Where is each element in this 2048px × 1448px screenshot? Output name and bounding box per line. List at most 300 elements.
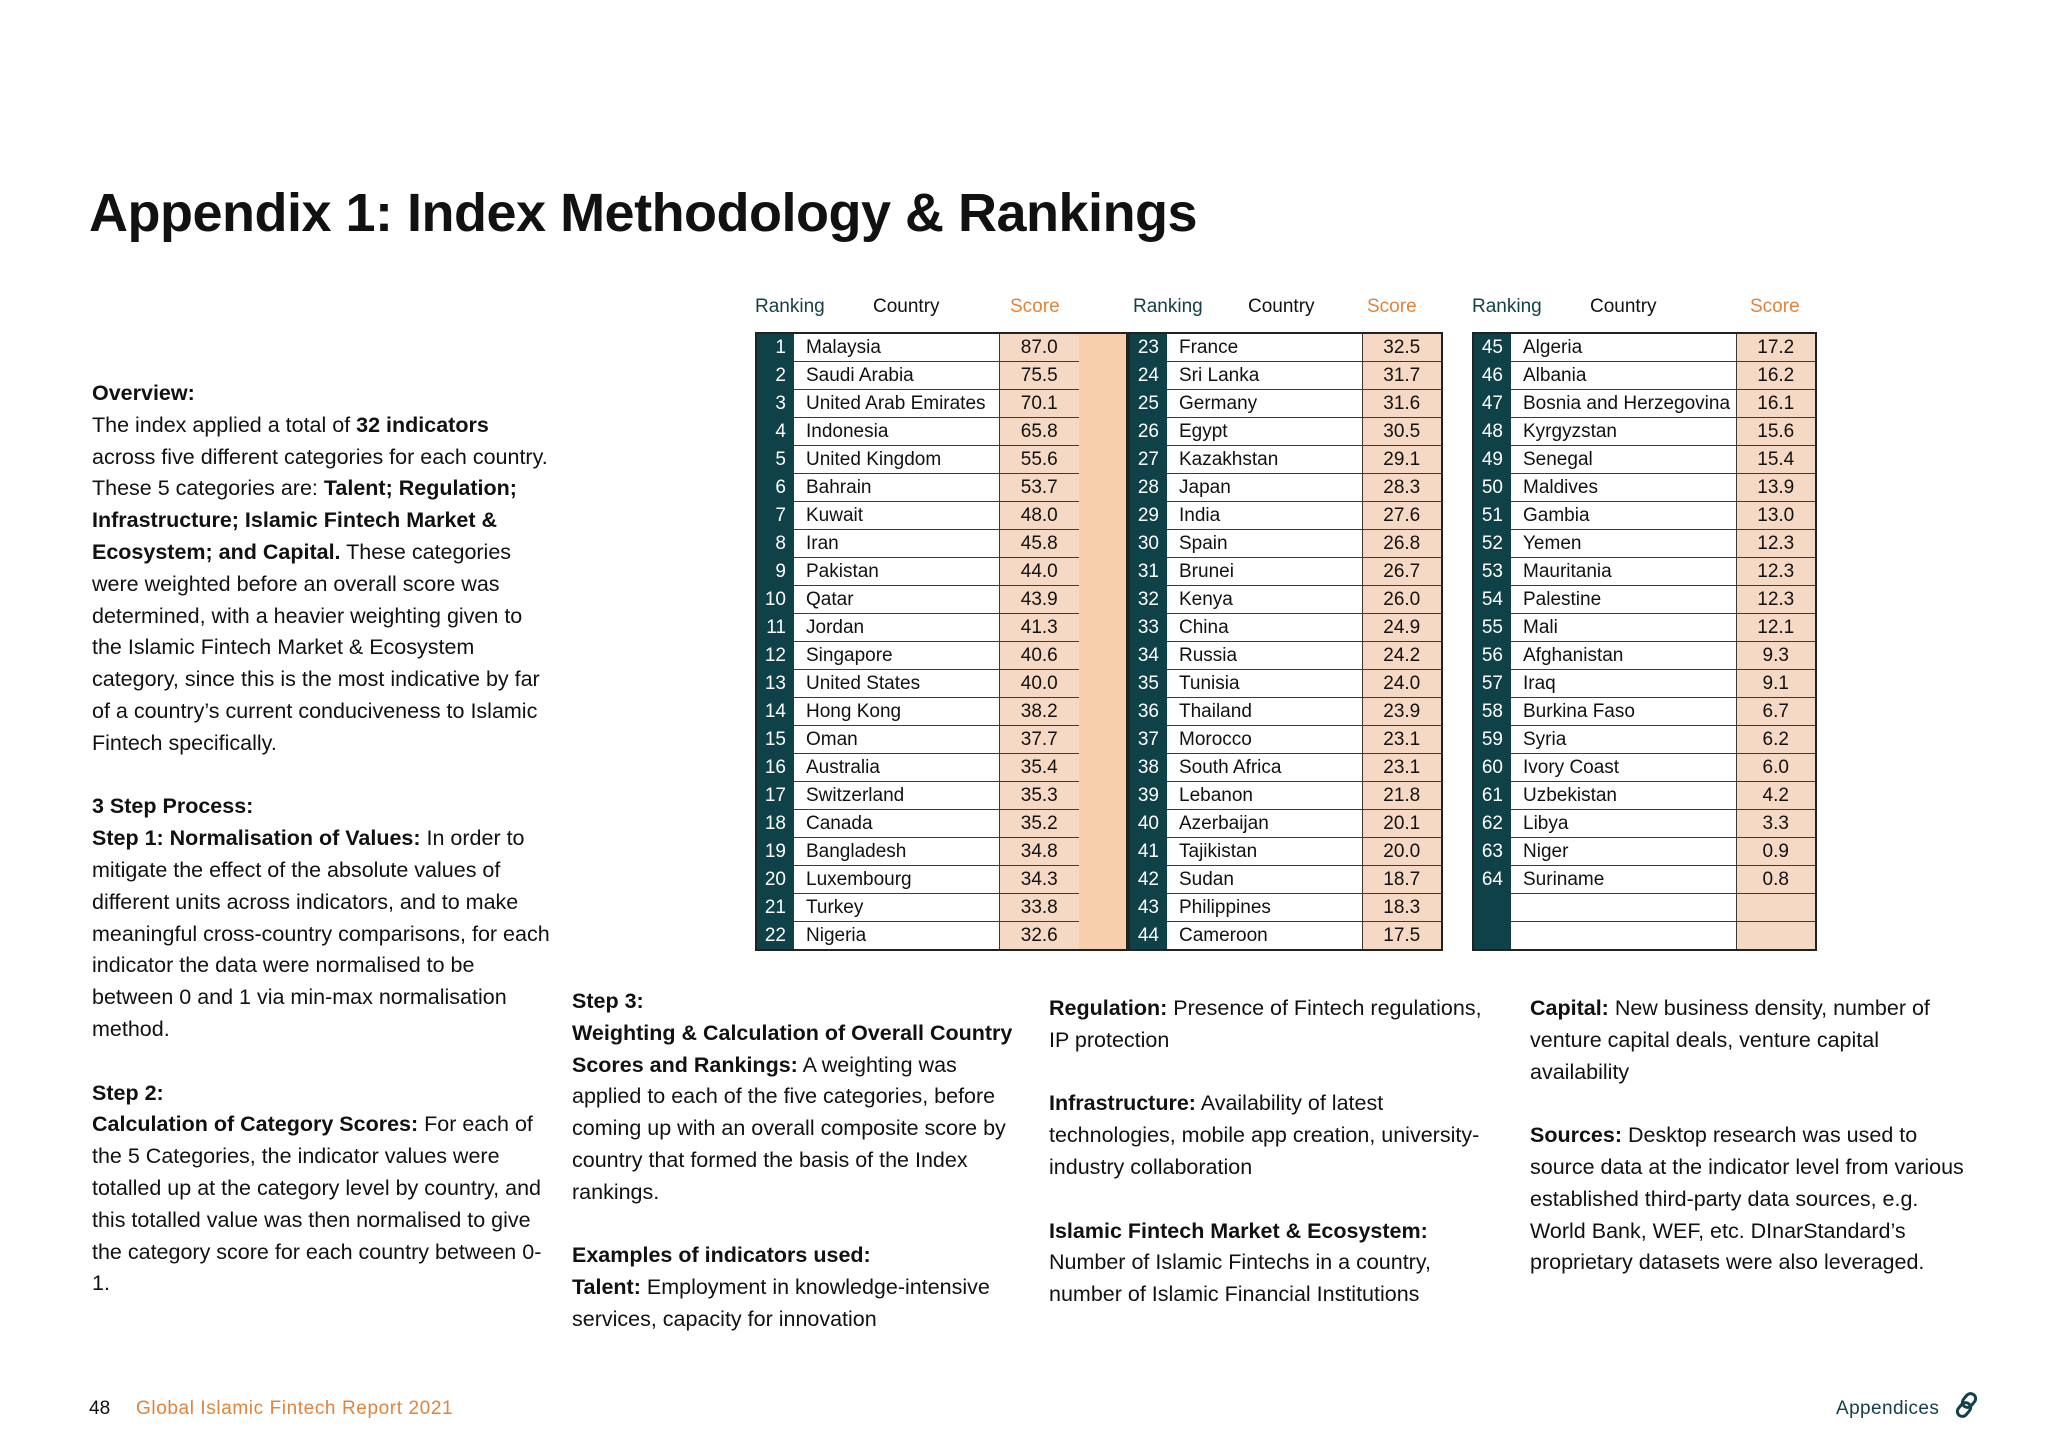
score-cell: 33.8 — [999, 894, 1079, 922]
rank-cell: 63 — [1473, 838, 1511, 866]
country-cell: Indonesia — [794, 418, 999, 446]
rank-cell: 7 — [756, 502, 794, 530]
score-cell: 18.3 — [1362, 894, 1442, 922]
table-row — [1473, 726, 1816, 754]
country-cell: Egypt — [1167, 418, 1362, 446]
country-cell: Brunei — [1167, 558, 1362, 586]
methodology-column-1 — [92, 378, 552, 1332]
regulation-text: Presence of Fintech regulations, IP protection — [1049, 996, 1482, 1052]
table-row — [1473, 810, 1816, 838]
score-padding-cell — [1079, 894, 1127, 922]
rank-cell: 51 — [1473, 502, 1511, 530]
examples-paragraph — [572, 1240, 1022, 1335]
score-padding-cell — [1079, 474, 1127, 502]
country-cell: Palestine — [1511, 586, 1736, 614]
country-cell: Kazakhstan — [1167, 446, 1362, 474]
step-3-paragraph — [572, 986, 1022, 1209]
step-2-text: For each of the 5 Categories, the indicator values were totalled up at the category level by country, and this totalled value was then normalised to give the category score for each country between 0-1. — [92, 1112, 542, 1296]
rank-cell: 61 — [1473, 782, 1511, 810]
table-row — [1129, 866, 1442, 894]
rank-cell: 1 — [756, 333, 794, 362]
step-1-text: In order to mitigate the effect of the absolute values of different units across indicators, and to make meaningful cross-country comparisons, for each indicator the data were normalised to be between 0 and 1 via min-max normalisation method. — [92, 826, 550, 1041]
table-row — [756, 502, 1127, 530]
country-cell: Pakistan — [794, 558, 999, 586]
table-row — [1473, 782, 1816, 810]
country-cell: Mauritania — [1511, 558, 1736, 586]
country-cell: Uzbekistan — [1511, 782, 1736, 810]
table-row — [1473, 333, 1816, 362]
country-cell: Libya — [1511, 810, 1736, 838]
country-cell: Qatar — [794, 586, 999, 614]
market-text: Number of Islamic Fintechs in a country, number of Islamic Financial Institutions — [1049, 1250, 1431, 1307]
country-cell: Maldives — [1511, 474, 1736, 502]
table-row — [1129, 922, 1442, 951]
score-cell: 48.0 — [999, 502, 1079, 530]
rank-cell: 3 — [756, 390, 794, 418]
table-row — [756, 418, 1127, 446]
country-cell: Mali — [1511, 614, 1736, 642]
score-cell: 24.9 — [1362, 614, 1442, 642]
score-cell: 35.3 — [999, 782, 1079, 810]
table-row — [1129, 362, 1442, 390]
country-cell: United Kingdom — [794, 446, 999, 474]
table-row — [1473, 894, 1816, 922]
rank-cell: 27 — [1129, 446, 1167, 474]
country-cell: Luxembourg — [794, 866, 999, 894]
market-paragraph — [1049, 1216, 1504, 1311]
country-cell: Nigeria — [794, 922, 999, 951]
rank-cell: 39 — [1129, 782, 1167, 810]
country-cell: Morocco — [1167, 726, 1362, 754]
country-cell: Suriname — [1511, 866, 1736, 894]
table-row — [1129, 642, 1442, 670]
ranking-table — [755, 332, 1128, 951]
rank-cell: 24 — [1129, 362, 1167, 390]
country-cell: Syria — [1511, 726, 1736, 754]
table-row — [756, 754, 1127, 782]
rank-cell: 21 — [756, 894, 794, 922]
score-header: Score — [1010, 296, 1060, 317]
table-row — [1473, 698, 1816, 726]
country-cell: Singapore — [794, 642, 999, 670]
score-cell: 13.9 — [1736, 474, 1816, 502]
score-cell: 15.6 — [1736, 418, 1816, 446]
step-2-heading: Step 2: — [92, 1080, 164, 1105]
table-row — [756, 362, 1127, 390]
country-cell: Japan — [1167, 474, 1362, 502]
table-row — [756, 670, 1127, 698]
country-header: Country — [1590, 296, 1657, 317]
step-1-paragraph — [92, 791, 552, 1045]
country-cell: Germany — [1167, 390, 1362, 418]
score-padding-cell — [1079, 362, 1127, 390]
score-cell: 4.2 — [1736, 782, 1816, 810]
score-cell: 55.6 — [999, 446, 1079, 474]
table-row — [1473, 418, 1816, 446]
country-cell: Algeria — [1511, 333, 1736, 362]
table-row — [756, 726, 1127, 754]
overview-indicator-count: 32 indicators — [356, 412, 489, 437]
table-row — [756, 866, 1127, 894]
score-cell: 23.1 — [1362, 754, 1442, 782]
country-cell: Russia — [1167, 642, 1362, 670]
rank-cell: 64 — [1473, 866, 1511, 894]
rank-cell: 12 — [756, 642, 794, 670]
table-row — [1129, 558, 1442, 586]
score-cell: 0.9 — [1736, 838, 1816, 866]
country-cell: Senegal — [1511, 446, 1736, 474]
rank-cell: 58 — [1473, 698, 1511, 726]
rank-cell: 16 — [756, 754, 794, 782]
score-cell: 17.5 — [1362, 922, 1442, 951]
rank-cell — [1473, 922, 1511, 951]
score-cell — [1736, 922, 1816, 951]
country-cell: Afghanistan — [1511, 642, 1736, 670]
rank-cell — [1473, 894, 1511, 922]
score-padding-cell — [1079, 810, 1127, 838]
country-cell: Bosnia and Herzegovina — [1511, 390, 1736, 418]
talent-label: Talent: — [572, 1275, 641, 1300]
table-row — [756, 390, 1127, 418]
country-cell: United States — [794, 670, 999, 698]
score-cell: 40.0 — [999, 670, 1079, 698]
table-row — [1473, 838, 1816, 866]
country-cell: South Africa — [1167, 754, 1362, 782]
score-padding-cell — [1079, 782, 1127, 810]
table-row — [756, 698, 1127, 726]
regulation-paragraph — [1049, 993, 1504, 1057]
country-cell: Lebanon — [1167, 782, 1362, 810]
table-row — [1473, 642, 1816, 670]
score-cell: 31.6 — [1362, 390, 1442, 418]
score-cell: 18.7 — [1362, 866, 1442, 894]
country-cell: Philippines — [1167, 894, 1362, 922]
sources-label: Sources: — [1530, 1123, 1623, 1148]
table-row — [756, 838, 1127, 866]
table-row — [1129, 670, 1442, 698]
rank-cell: 29 — [1129, 502, 1167, 530]
country-header: Country — [1248, 296, 1315, 317]
score-cell: 31.7 — [1362, 362, 1442, 390]
table-row — [756, 558, 1127, 586]
score-padding-cell — [1079, 726, 1127, 754]
country-cell: Iraq — [1511, 670, 1736, 698]
table-row — [1473, 922, 1816, 951]
ranking-table — [1128, 332, 1443, 951]
rank-cell: 23 — [1129, 333, 1167, 362]
rank-cell: 20 — [756, 866, 794, 894]
step-3-label: Weighting & Calculation of Overall Country Scores and Rankings: — [572, 1020, 1013, 1077]
score-padding-cell — [1079, 754, 1127, 782]
score-cell: 30.5 — [1362, 418, 1442, 446]
table-row — [1473, 474, 1816, 502]
step-2-label: Calculation of Category Scores: — [92, 1112, 419, 1137]
rank-cell: 10 — [756, 586, 794, 614]
rank-cell: 47 — [1473, 390, 1511, 418]
rank-cell: 8 — [756, 530, 794, 558]
rank-cell: 53 — [1473, 558, 1511, 586]
score-cell: 75.5 — [999, 362, 1079, 390]
score-cell: 26.8 — [1362, 530, 1442, 558]
rank-cell: 35 — [1129, 670, 1167, 698]
score-cell: 53.7 — [999, 474, 1079, 502]
rank-cell: 41 — [1129, 838, 1167, 866]
link-icon — [1952, 1390, 1982, 1420]
infrastructure-label: Infrastructure: — [1049, 1091, 1196, 1116]
country-cell: Iran — [794, 530, 999, 558]
page-title: Appendix 1: Index Methodology & Rankings — [89, 183, 1198, 243]
score-padding-cell — [1079, 698, 1127, 726]
infrastructure-text: Availability of latest technologies, mobile app creation, university-industry collaboration — [1049, 1091, 1480, 1179]
table-row — [756, 894, 1127, 922]
table-row — [1473, 390, 1816, 418]
score-padding-cell — [1079, 670, 1127, 698]
rank-cell: 40 — [1129, 810, 1167, 838]
table-row — [1473, 614, 1816, 642]
rank-cell: 18 — [756, 810, 794, 838]
country-cell — [1511, 922, 1736, 951]
score-cell: 29.1 — [1362, 446, 1442, 474]
score-padding-cell — [1079, 866, 1127, 894]
country-cell: Gambia — [1511, 502, 1736, 530]
score-header: Score — [1367, 296, 1417, 317]
rank-cell: 17 — [756, 782, 794, 810]
score-cell: 32.5 — [1362, 333, 1442, 362]
table-row — [756, 586, 1127, 614]
page-number: 48 — [89, 1398, 111, 1419]
score-cell: 6.7 — [1736, 698, 1816, 726]
section-name: Appendices — [1836, 1398, 1940, 1419]
methodology-column-4 — [1530, 993, 1980, 1311]
ranking-table — [1472, 332, 1817, 951]
score-cell: 20.0 — [1362, 838, 1442, 866]
score-cell: 6.2 — [1736, 726, 1816, 754]
rank-cell: 5 — [756, 446, 794, 474]
rank-cell: 42 — [1129, 866, 1167, 894]
score-cell: 3.3 — [1736, 810, 1816, 838]
ranking-header: Ranking — [755, 296, 825, 317]
score-cell: 6.0 — [1736, 754, 1816, 782]
table-row — [1473, 754, 1816, 782]
table-row — [1473, 446, 1816, 474]
score-padding-cell — [1079, 614, 1127, 642]
score-cell: 16.1 — [1736, 390, 1816, 418]
process-heading: 3 Step Process: — [92, 794, 254, 819]
table-row — [1129, 726, 1442, 754]
score-cell: 12.3 — [1736, 586, 1816, 614]
table-row — [1473, 558, 1816, 586]
country-cell — [1511, 894, 1736, 922]
rank-cell: 4 — [756, 418, 794, 446]
score-padding-cell — [1079, 642, 1127, 670]
country-cell: Switzerland — [794, 782, 999, 810]
country-cell: Bangladesh — [794, 838, 999, 866]
score-padding-cell — [1079, 558, 1127, 586]
capital-paragraph — [1530, 993, 1980, 1088]
score-cell: 34.8 — [999, 838, 1079, 866]
overview-heading: Overview: — [92, 381, 195, 405]
table-row — [1129, 698, 1442, 726]
country-cell: Turkey — [794, 894, 999, 922]
score-cell: 21.8 — [1362, 782, 1442, 810]
country-cell: Bahrain — [794, 474, 999, 502]
country-cell: Sri Lanka — [1167, 362, 1362, 390]
rank-cell: 13 — [756, 670, 794, 698]
country-cell: Tajikistan — [1167, 838, 1362, 866]
rank-cell: 32 — [1129, 586, 1167, 614]
score-cell: 9.3 — [1736, 642, 1816, 670]
country-cell: France — [1167, 333, 1362, 362]
country-cell: Oman — [794, 726, 999, 754]
table-row — [1473, 670, 1816, 698]
score-padding-cell — [1079, 530, 1127, 558]
country-cell: China — [1167, 614, 1362, 642]
step-2-paragraph — [92, 1078, 552, 1301]
score-cell: 70.1 — [999, 390, 1079, 418]
score-cell: 45.8 — [999, 530, 1079, 558]
country-cell: Niger — [1511, 838, 1736, 866]
score-padding-cell — [1079, 446, 1127, 474]
score-cell: 35.2 — [999, 810, 1079, 838]
table-row — [1129, 502, 1442, 530]
score-padding-cell — [1079, 838, 1127, 866]
table-row — [1129, 782, 1442, 810]
overview-text: across five different categories for each country. These 5 categories are: — [92, 444, 548, 501]
score-cell: 17.2 — [1736, 333, 1816, 362]
rank-cell: 38 — [1129, 754, 1167, 782]
country-cell: Canada — [794, 810, 999, 838]
country-cell: United Arab Emirates — [794, 390, 999, 418]
score-cell: 23.1 — [1362, 726, 1442, 754]
score-cell — [1736, 894, 1816, 922]
country-cell: Jordan — [794, 614, 999, 642]
rank-cell: 43 — [1129, 894, 1167, 922]
score-cell: 87.0 — [999, 333, 1079, 362]
score-header: Score — [1750, 296, 1800, 317]
rank-cell: 31 — [1129, 558, 1167, 586]
score-cell: 65.8 — [999, 418, 1079, 446]
score-cell: 32.6 — [999, 922, 1079, 951]
country-cell: Tunisia — [1167, 670, 1362, 698]
country-cell: Australia — [794, 754, 999, 782]
score-padding-cell — [1079, 586, 1127, 614]
talent-text: Employment in knowledge-intensive services, capacity for innovation — [572, 1275, 990, 1331]
score-cell: 12.1 — [1736, 614, 1816, 642]
score-cell: 35.4 — [999, 754, 1079, 782]
rank-cell: 60 — [1473, 754, 1511, 782]
ranking-header: Ranking — [1133, 296, 1203, 317]
table-row — [1129, 586, 1442, 614]
table-row — [756, 642, 1127, 670]
table-row — [1473, 362, 1816, 390]
rank-cell: 45 — [1473, 333, 1511, 362]
rank-cell: 15 — [756, 726, 794, 754]
rank-cell: 26 — [1129, 418, 1167, 446]
table-row — [1129, 474, 1442, 502]
table-row — [1129, 838, 1442, 866]
sources-paragraph — [1530, 1120, 1980, 1279]
step-3-text: A weighting was applied to each of the five categories, before coming up with an overall composite score by country that formed the basis of the Index rankings. — [572, 1052, 1006, 1204]
country-cell: Kuwait — [794, 502, 999, 530]
score-cell: 37.7 — [999, 726, 1079, 754]
table-row — [1129, 446, 1442, 474]
table-row — [1129, 754, 1442, 782]
rank-cell: 2 — [756, 362, 794, 390]
score-cell: 12.3 — [1736, 558, 1816, 586]
score-padding-cell — [1079, 418, 1127, 446]
methodology-column-3 — [1049, 993, 1504, 1343]
score-cell: 26.7 — [1362, 558, 1442, 586]
table-row — [1473, 586, 1816, 614]
country-cell: Cameroon — [1167, 922, 1362, 951]
country-cell: Kenya — [1167, 586, 1362, 614]
score-padding-cell — [1079, 390, 1127, 418]
score-cell: 16.2 — [1736, 362, 1816, 390]
country-cell: Saudi Arabia — [794, 362, 999, 390]
examples-heading: Examples of indicators used: — [572, 1243, 871, 1268]
country-header: Country — [873, 296, 940, 317]
score-cell: 44.0 — [999, 558, 1079, 586]
methodology-column-2 — [572, 986, 1022, 1368]
table-row — [756, 333, 1127, 362]
table-row — [1473, 502, 1816, 530]
table-row — [1129, 418, 1442, 446]
table-row — [756, 810, 1127, 838]
rank-cell: 9 — [756, 558, 794, 586]
score-cell: 20.1 — [1362, 810, 1442, 838]
regulation-label: Regulation: — [1049, 996, 1168, 1020]
score-cell: 27.6 — [1362, 502, 1442, 530]
table-row — [756, 446, 1127, 474]
rank-cell: 36 — [1129, 698, 1167, 726]
score-padding-cell — [1079, 922, 1127, 951]
table-row — [1129, 810, 1442, 838]
rank-cell: 49 — [1473, 446, 1511, 474]
country-cell: Burkina Faso — [1511, 698, 1736, 726]
rank-cell: 46 — [1473, 362, 1511, 390]
score-cell: 40.6 — [999, 642, 1079, 670]
score-padding-cell — [1079, 333, 1127, 362]
rank-cell: 25 — [1129, 390, 1167, 418]
table-row — [1473, 866, 1816, 894]
overview-categories: Talent; Regulation; Infrastructure; Islamic Fintech Market & Ecosystem; and Capital. — [92, 476, 517, 564]
table-row — [756, 922, 1127, 951]
score-cell: 24.2 — [1362, 642, 1442, 670]
table-row — [1129, 333, 1442, 362]
country-cell: Ivory Coast — [1511, 754, 1736, 782]
table-row — [1129, 614, 1442, 642]
score-cell: 9.1 — [1736, 670, 1816, 698]
rank-cell: 30 — [1129, 530, 1167, 558]
overview-paragraph — [92, 378, 552, 760]
score-cell: 24.0 — [1362, 670, 1442, 698]
rank-cell: 62 — [1473, 810, 1511, 838]
step-1-label: Step 1: Normalisation of Values: — [92, 826, 421, 851]
capital-text: New business density, number of venture capital deals, venture capital availability — [1530, 996, 1930, 1084]
rank-cell: 50 — [1473, 474, 1511, 502]
country-cell: Albania — [1511, 362, 1736, 390]
rank-cell: 22 — [756, 922, 794, 951]
country-cell: Kyrgyzstan — [1511, 418, 1736, 446]
rank-cell: 37 — [1129, 726, 1167, 754]
rank-cell: 56 — [1473, 642, 1511, 670]
score-cell: 15.4 — [1736, 446, 1816, 474]
table-row — [1473, 530, 1816, 558]
country-cell: Spain — [1167, 530, 1362, 558]
table-row — [756, 614, 1127, 642]
report-name: Global Islamic Fintech Report 2021 — [136, 1398, 454, 1419]
rank-cell: 6 — [756, 474, 794, 502]
